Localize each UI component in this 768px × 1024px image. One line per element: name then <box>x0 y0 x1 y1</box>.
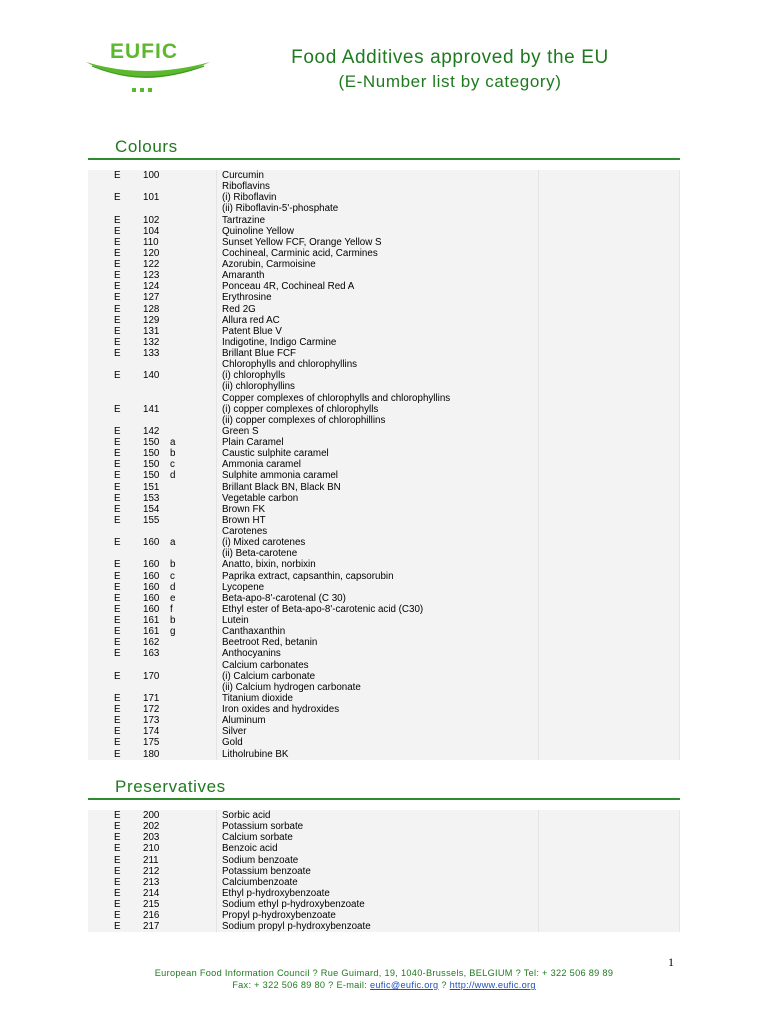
table-row <box>88 693 679 704</box>
table-row <box>88 548 679 559</box>
table-row <box>88 559 679 570</box>
additive-name: (ii) Calcium hydrogen carbonate <box>222 681 361 693</box>
e-number: 140 <box>143 370 160 382</box>
e-prefix: E <box>114 821 121 833</box>
additive-name: (i) chlorophylls <box>222 370 286 382</box>
e-suffix: d <box>170 470 176 482</box>
additive-name: Sodium ethyl p-hydroxybenzoate <box>222 899 365 910</box>
table-row <box>88 459 679 470</box>
additive-name: (i) Calcium carbonate <box>222 670 316 682</box>
eufic-logo <box>82 36 212 98</box>
e-number: 129 <box>143 314 160 326</box>
e-prefix: E <box>114 637 121 649</box>
e-number: 160 <box>143 592 160 604</box>
additive-name: Calciumbenzoate <box>222 876 298 888</box>
document-subtitle: (E-Number list by category) <box>338 72 562 91</box>
additive-name: Calcium carbonates <box>222 659 309 671</box>
e-prefix: E <box>114 603 121 615</box>
table-row <box>88 370 679 381</box>
additive-table <box>88 170 680 760</box>
e-number: 210 <box>143 843 160 855</box>
table-row <box>88 810 679 821</box>
e-number: 133 <box>143 348 160 359</box>
table-row <box>88 348 679 359</box>
table-row <box>88 855 679 866</box>
table-row <box>88 415 679 426</box>
e-number: 127 <box>143 292 160 304</box>
additive-name: Brown FK <box>222 503 266 515</box>
e-prefix: E <box>114 403 121 415</box>
additive-name: Canthaxanthin <box>222 626 286 638</box>
table-row <box>88 877 679 888</box>
e-prefix: E <box>114 437 121 448</box>
e-number: 110 <box>143 236 159 248</box>
e-prefix: E <box>114 303 121 315</box>
email-link[interactable]: eufic@eufic.org <box>369 980 439 990</box>
footer-separator: ? <box>438 980 450 990</box>
table-row <box>88 381 679 392</box>
e-number: 170 <box>143 670 160 682</box>
e-prefix: E <box>114 854 121 866</box>
table-row <box>88 749 679 760</box>
table-row <box>88 626 679 637</box>
table-row <box>88 910 679 921</box>
table-row <box>88 648 679 659</box>
e-prefix: E <box>114 626 121 638</box>
table-row <box>88 637 679 648</box>
additive-name: (ii) copper complexes of chlorophillins <box>222 414 386 426</box>
e-prefix: E <box>114 887 121 899</box>
table-row <box>88 888 679 899</box>
e-number: 123 <box>143 270 160 282</box>
additive-name: Azorubin, Carmoisine <box>222 259 316 270</box>
e-number: 175 <box>143 737 160 749</box>
e-suffix: a <box>170 437 176 448</box>
additive-name: (i) Mixed carotenes <box>222 537 306 549</box>
e-prefix: E <box>114 370 121 382</box>
e-number: 202 <box>143 821 160 833</box>
e-number: 150 <box>143 459 160 471</box>
e-prefix: E <box>114 348 121 359</box>
table-row <box>88 843 679 854</box>
additive-name: Indigotine, Indigo Carmine <box>222 336 337 348</box>
additive-name: Sodium benzoate <box>222 854 299 866</box>
page-number: 1 <box>668 955 674 969</box>
e-prefix: E <box>114 737 121 749</box>
additive-name: Quinoline Yellow <box>222 225 294 237</box>
e-number: 101 <box>143 192 160 204</box>
additive-name: Tartrazine <box>222 214 266 226</box>
table-row <box>88 493 679 504</box>
e-number: 100 <box>143 170 160 181</box>
table-row <box>88 215 679 226</box>
table-row <box>88 248 679 259</box>
e-prefix: E <box>114 748 121 760</box>
e-prefix: E <box>114 292 121 304</box>
additive-name: (i) Riboflavin <box>222 192 277 204</box>
additive-name: Titanium dioxide <box>222 692 293 704</box>
e-number: 214 <box>143 887 160 899</box>
e-number: 213 <box>143 876 160 888</box>
footer-contact <box>0 980 768 990</box>
e-prefix: E <box>114 615 121 626</box>
additive-name: (ii) chlorophyllins <box>222 381 295 393</box>
table-row <box>88 203 679 214</box>
e-number: 174 <box>143 726 160 738</box>
e-number: 155 <box>143 514 160 526</box>
e-prefix: E <box>114 670 121 682</box>
additive-name: Ponceau 4R, Cochineal Red A <box>222 281 355 293</box>
additive-name: Sunset Yellow FCF, Orange Yellow S <box>222 236 382 248</box>
section-heading: Preservatives <box>88 776 680 800</box>
e-prefix: E <box>114 325 121 337</box>
e-prefix: E <box>114 843 121 855</box>
e-prefix: E <box>114 876 121 888</box>
e-prefix: E <box>114 481 121 493</box>
e-prefix: E <box>114 425 121 437</box>
e-prefix: E <box>114 192 121 204</box>
additive-name: Ethyl p-hydroxybenzoate <box>222 887 330 899</box>
section-heading: Colours <box>88 136 680 160</box>
e-number: 128 <box>143 303 160 315</box>
additive-name: Allura red AC <box>222 314 280 326</box>
additive-name: Chlorophylls and chlorophyllins <box>222 359 358 371</box>
additive-name: Potassium sorbate <box>222 821 304 833</box>
e-prefix: E <box>114 865 121 877</box>
additive-name: Propyl p-hydroxybenzoate <box>222 910 336 922</box>
table-row <box>88 537 679 548</box>
table-row <box>88 821 679 832</box>
additive-name: Beetroot Red, betanin <box>222 637 318 649</box>
table-row <box>88 304 679 315</box>
additive-name: Iron oxides and hydroxides <box>222 704 340 715</box>
e-number: 212 <box>143 865 160 877</box>
e-number: 131 <box>143 325 160 337</box>
e-prefix: E <box>114 470 121 482</box>
table-row <box>88 482 679 493</box>
additive-name: Paprika extract, capsanthin, capsorubin <box>222 570 394 582</box>
e-suffix: g <box>170 626 176 638</box>
table-row <box>88 259 679 270</box>
additive-name: Sulphite ammonia caramel <box>222 470 338 482</box>
additive-name: Amaranth <box>222 270 265 282</box>
e-prefix: E <box>114 581 121 593</box>
additive-name: Ammonia caramel <box>222 459 301 471</box>
additive-name: Sodium propyl p-hydroxybenzoate <box>222 921 371 933</box>
e-number: 132 <box>143 336 160 348</box>
e-prefix: E <box>114 270 121 282</box>
e-suffix: e <box>170 592 176 604</box>
e-suffix: b <box>170 559 176 571</box>
table-row <box>88 660 679 671</box>
additive-name: Carotenes <box>222 526 268 537</box>
additive-name: Gold <box>222 737 243 749</box>
e-prefix: E <box>114 810 121 821</box>
e-number: 150 <box>143 470 160 482</box>
footer-address: European Food Information Council ? Rue Guimard, 19, 1040-Brussels, BELGIUM ? Tel: + 322 506 89 89 <box>154 968 614 978</box>
table-row <box>88 426 679 437</box>
e-prefix: E <box>114 225 121 237</box>
e-number: 124 <box>143 281 160 293</box>
additive-name: Ethyl ester of Beta-apo-8'-carotenic acid (C30) <box>222 603 424 615</box>
e-suffix: d <box>170 581 176 593</box>
e-prefix: E <box>114 921 121 933</box>
table-row <box>88 832 679 843</box>
e-number: 160 <box>143 537 160 549</box>
additive-name: Red 2G <box>222 303 256 315</box>
logo-text: EUFIC <box>110 40 178 63</box>
e-number: 160 <box>143 603 160 615</box>
table-row <box>88 359 679 370</box>
e-prefix: E <box>114 570 121 582</box>
document-title: Food Additives approved by the EU <box>291 47 609 68</box>
e-prefix: E <box>114 910 121 922</box>
table-row <box>88 292 679 303</box>
e-prefix: E <box>114 448 121 460</box>
e-number: 216 <box>143 910 160 922</box>
e-number: 142 <box>143 425 160 437</box>
e-number: 150 <box>143 448 160 460</box>
additive-name: Curcumin <box>222 170 264 181</box>
footer-fax: Fax: + 322 506 89 80 ? E-mail: <box>232 980 370 990</box>
e-number: 200 <box>143 810 160 821</box>
additive-name: Lutein <box>222 615 249 626</box>
e-prefix: E <box>114 537 121 549</box>
e-suffix: c <box>170 459 175 471</box>
table-row <box>88 515 679 526</box>
table-row <box>88 237 679 248</box>
table-row <box>88 181 679 192</box>
e-prefix: E <box>114 832 121 844</box>
table-row <box>88 604 679 615</box>
additive-name: Caustic sulphite caramel <box>222 448 329 460</box>
e-suffix: a <box>170 537 176 549</box>
additive-name: Brillant Black BN, Black BN <box>222 481 341 493</box>
preservatives-section <box>88 776 680 932</box>
e-prefix: E <box>114 259 121 270</box>
additive-name: Calcium sorbate <box>222 832 293 844</box>
e-number: 217 <box>143 921 160 933</box>
table-row <box>88 170 679 181</box>
table-row <box>88 726 679 737</box>
additive-name: Sorbic acid <box>222 810 271 821</box>
additive-name: Green S <box>222 425 259 437</box>
table-row <box>88 526 679 537</box>
additive-name: Patent Blue V <box>222 325 282 337</box>
table-row <box>88 737 679 748</box>
additive-name: Brillant Blue FCF <box>222 348 297 359</box>
e-prefix: E <box>114 726 121 738</box>
e-number: 141 <box>143 403 160 415</box>
e-number: 160 <box>143 570 160 582</box>
additive-name: Copper complexes of chlorophylls and chlorophyllins <box>222 392 451 404</box>
table-row <box>88 593 679 604</box>
e-prefix: E <box>114 559 121 571</box>
e-number: 203 <box>143 832 160 844</box>
e-number: 173 <box>143 715 160 727</box>
e-number: 120 <box>143 247 160 259</box>
e-prefix: E <box>114 592 121 604</box>
e-number: 102 <box>143 214 160 226</box>
table-row <box>88 315 679 326</box>
e-suffix: b <box>170 615 176 626</box>
additive-name: Benzoic acid <box>222 843 278 855</box>
e-number: 154 <box>143 503 160 515</box>
table-row <box>88 682 679 693</box>
e-number: 151 <box>143 481 160 493</box>
table-row <box>88 337 679 348</box>
table-row <box>88 404 679 415</box>
additive-name: Riboflavins <box>222 181 270 193</box>
additive-name: Vegetable carbon <box>222 492 299 504</box>
e-suffix: c <box>170 570 175 582</box>
e-prefix: E <box>114 214 121 226</box>
additive-name: Cochineal, Carminic acid, Carmines <box>222 247 378 259</box>
e-number: 153 <box>143 492 160 504</box>
e-prefix: E <box>114 247 121 259</box>
e-prefix: E <box>114 170 121 181</box>
additive-name: Plain Caramel <box>222 437 284 448</box>
e-prefix: E <box>114 899 121 910</box>
additive-name: Anatto, bixin, norbixin <box>222 559 316 571</box>
e-number: 171 <box>143 692 160 704</box>
additive-name: Beta-apo-8'-carotenal (C 30) <box>222 592 346 604</box>
e-number: 150 <box>143 437 160 448</box>
table-row <box>88 866 679 877</box>
table-row <box>88 899 679 910</box>
additive-name: Potassium benzoate <box>222 865 311 877</box>
additive-name: Aluminum <box>222 715 266 727</box>
e-prefix: E <box>114 503 121 515</box>
table-row <box>88 504 679 515</box>
table-row <box>88 704 679 715</box>
e-prefix: E <box>114 715 121 727</box>
additive-name: Anthocyanins <box>222 648 281 660</box>
table-row <box>88 671 679 682</box>
e-prefix: E <box>114 336 121 348</box>
e-number: 172 <box>143 704 160 715</box>
additive-name: (ii) Riboflavin-5'-phosphate <box>222 203 339 215</box>
e-suffix: f <box>170 603 173 615</box>
website-link[interactable]: http://www.eufic.org <box>449 980 536 990</box>
e-number: 104 <box>143 225 160 237</box>
e-prefix: E <box>114 648 121 660</box>
e-prefix: E <box>114 692 121 704</box>
e-prefix: E <box>114 459 121 471</box>
table-row <box>88 226 679 237</box>
e-number: 163 <box>143 648 160 660</box>
additive-name: Silver <box>222 726 247 738</box>
additive-name: Brown HT <box>222 514 266 526</box>
table-row <box>88 192 679 203</box>
additive-table <box>88 810 680 932</box>
e-prefix: E <box>114 236 121 248</box>
e-number: 161 <box>143 626 160 638</box>
table-row <box>88 270 679 281</box>
e-prefix: E <box>114 281 121 293</box>
table-row <box>88 615 679 626</box>
e-number: 180 <box>143 748 160 760</box>
table-row <box>88 437 679 448</box>
additive-name: (i) copper complexes of chlorophylls <box>222 403 379 415</box>
e-number: 215 <box>143 899 160 910</box>
e-number: 160 <box>143 581 160 593</box>
e-number: 162 <box>143 637 160 649</box>
e-number: 161 <box>143 615 160 626</box>
table-row <box>88 281 679 292</box>
table-row <box>88 326 679 337</box>
e-prefix: E <box>114 314 121 326</box>
e-number: 211 <box>143 854 159 866</box>
table-row <box>88 715 679 726</box>
table-row <box>88 470 679 481</box>
additive-name: Lycopene <box>222 581 265 593</box>
e-number: 122 <box>143 259 160 270</box>
e-prefix: E <box>114 514 121 526</box>
table-row <box>88 571 679 582</box>
additive-name: Litholrubine BK <box>222 748 289 760</box>
table-row <box>88 393 679 404</box>
table-row <box>88 582 679 593</box>
table-row <box>88 448 679 459</box>
colours-section <box>88 136 680 760</box>
table-row <box>88 921 679 932</box>
e-prefix: E <box>114 704 121 715</box>
e-prefix: E <box>114 492 121 504</box>
additive-name: Erythrosine <box>222 292 272 304</box>
e-number: 160 <box>143 559 160 571</box>
additive-name: (ii) Beta-carotene <box>222 548 298 560</box>
e-suffix: b <box>170 448 176 460</box>
